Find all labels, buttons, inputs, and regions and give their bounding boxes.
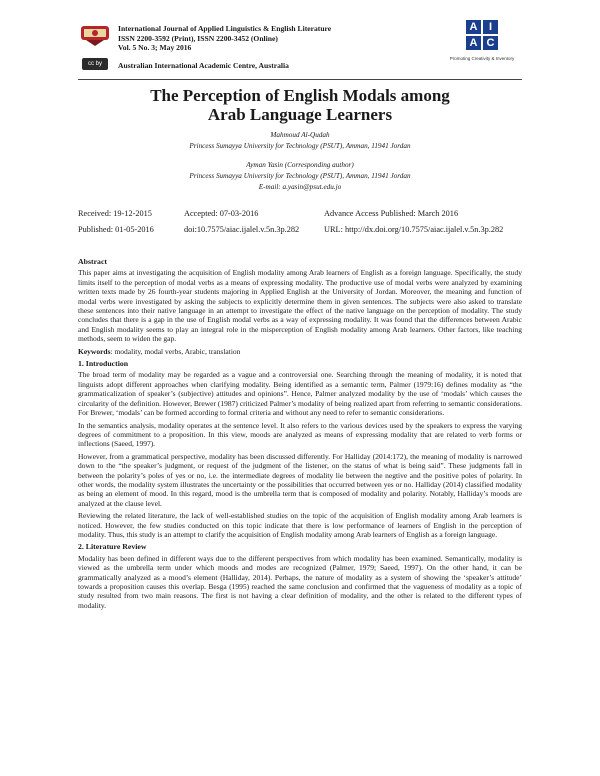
abstract-heading: Abstract	[78, 257, 108, 266]
author-affiliation: Princess Sumayya University for Technology (PSUT), Amman, 11941 Jordan	[189, 142, 411, 150]
author-name: Mahmoud Al-Qudah	[270, 131, 330, 139]
advance-date: Advance Access Published: March 2016	[324, 209, 459, 218]
paragraph: The broad term of modality may be regarded as a vague and a controversial one. Searching through the meaning of modality, it is noted that linguists adopt different approaches when clarifying modality. Being identified as a semantic term, Palmer (1979:16) defines modality as “the grammaticalization of speaker’s (subjective) attitudes and opinions”. Hence, Palmer analyzed modality by the use of ‘modals’ which causes the circularity of the definition. However, Brewer (1987) criticized Palmer’s modality of being realized apart from referring to semantic considerations. For Brewer, ‘modals’ can be formed according to formal criteria and without any need to refer to semantic considerations.	[78, 370, 522, 418]
keywords	[78, 347, 522, 356]
author-name: Ayman Yasin (Corresponding author)	[246, 161, 354, 169]
abstract-text: This paper aims at investigating the acquisition of English modality among Arab learners of English as a foreign language. Specifically, the study limits itself to the perception of modal verbs as a means of expressing modality. The productive use of modal verbs were analyzed by examining written texts made by 26 fourth-year students majoring in Applied English at the University of Jordan. Moreover, the meaning and function of modal verbs were investigated by asking the subjects to explicitly determine them in given sentences. The subjects were also asked to translate these sentences into their native language in an attempt to investigate the effect of the native language on the perception of modality. The study concludes that there is a gap in the use of English modal verbs as a way of expressing modality. It was found that the differences between Arabic and English modality seems to play an integral role in the misperception of English modality among Arab learners. Other factors, like teaching methods, seem to widen the gap.	[78, 268, 522, 344]
cc-license-badge: cc by	[82, 58, 108, 70]
doi: doi:10.7575/aiac.ijalel.v.5n.3p.282	[184, 225, 300, 234]
paragraph: Modality has been defined in different ways due to the different perspectives from which modality has been examined. Semantically, modality is viewed as the umbrella term under which moods and modes are recognized (Palmer, 1979; Saeed, 1997). On the other hand, it can be grammatically analyzed as a mood’s element (Halliday, 2014). Perhaps, the nature of modality as a system of showing the ‘speaker’s attitude’ towards a proposition causes this overlap. Besga (1995) reached the same conclusion and confirmed that the vagueness of modality as a topic of study resulted from two main reasons. The first is not having a clear definition of modality, and the other is related to the different types of modality.	[78, 553, 522, 610]
received-date: Received: 19-12-2015	[78, 209, 152, 218]
journal-volume: Vol. 5 No. 3; May 2016	[118, 43, 192, 52]
aiac-letter: A	[466, 36, 481, 50]
title-line: Arab Language Learners	[207, 105, 393, 124]
url-link[interactable]: URL: http://dx.doi.org/10.7575/aiac.ijalel.v.5n.3p.282	[324, 225, 504, 234]
accepted-date: Accepted: 07-03-2016	[184, 209, 259, 218]
journal-name: International Journal of Applied Linguistics & English Literature	[118, 24, 332, 33]
keywords-list: : modality, modal verbs, Arabic, translation	[110, 346, 241, 356]
journal-header	[78, 20, 522, 80]
aiac-letter: I	[483, 20, 498, 34]
author-affiliation: Princess Sumayya University for Technology (PSUT), Amman, 11941 Jordan	[189, 172, 411, 180]
journal-logo-icon	[80, 22, 110, 48]
keywords-label: Keywords	[78, 346, 111, 356]
aiac-letter: A	[466, 20, 481, 34]
title-line: The Perception of English Modals among	[150, 86, 450, 105]
paper-title	[60, 86, 540, 124]
publisher-name: Australian International Academic Centre, Australia	[118, 61, 289, 70]
paragraph: Reviewing the related literature, the lack of well-established studies on the topic of the acquisition of English modality among Arab learners is noticed. However, the few studies conducted on this topic indicate that there is low performance of learners of English in the perception of modality. Thus, this study is an attempt to clarify the acquisition of English modality among Arab learners of English as a foreign language.	[78, 511, 522, 539]
author-block	[0, 130, 600, 193]
section-heading: 2. Literature Review	[78, 542, 147, 552]
published-date: Published: 01-05-2016	[78, 225, 154, 234]
aiac-tagline: Promoting Creativity & Inventory	[449, 56, 515, 61]
aiac-letter: C	[483, 36, 498, 50]
journal-info	[118, 24, 331, 53]
author-email: E-mail: a.yasin@psut.edu.jo	[258, 183, 342, 191]
header-divider	[78, 79, 522, 80]
section-heading: 1. Introduction	[78, 359, 129, 369]
paragraph: However, from a grammatical perspective, modality has been discussed differently. For Halliday (2014:172), the meaning of modality is narrowed down to the “the speaker’s judgment, or request of the judgment of the listener, on the status of what is being said”. These judgments fall in between the polarity’s poles of yes or no, i.e. the intermediate degrees of modality lie between the negtive and the positive poles of polarity. In other words, the modality system illustrates the uncertainty or the possibilities that occurred between yes or no. Halliday (2014) classified modality as being an element of mood. In this regard, mood is the umbrella term that is composed of modality and polarity. Notably, Halliday’s moods are analyzed at the clause level.	[78, 451, 522, 508]
paragraph: In the semantics analysis, modality operates at the sentence level. It also refers to the various devices used by the speakers to express the varying degrees of commitment to a proposition. In this view, moods are analyzed as means of expressing modality that are related to verb forms or inflections (Saeed, 1997).	[78, 420, 522, 449]
paper-body	[78, 254, 522, 613]
aiac-logo	[442, 20, 522, 61]
journal-issn: ISSN 2200-3592 (Print), ISSN 2200-3452 (Online)	[118, 33, 278, 43]
